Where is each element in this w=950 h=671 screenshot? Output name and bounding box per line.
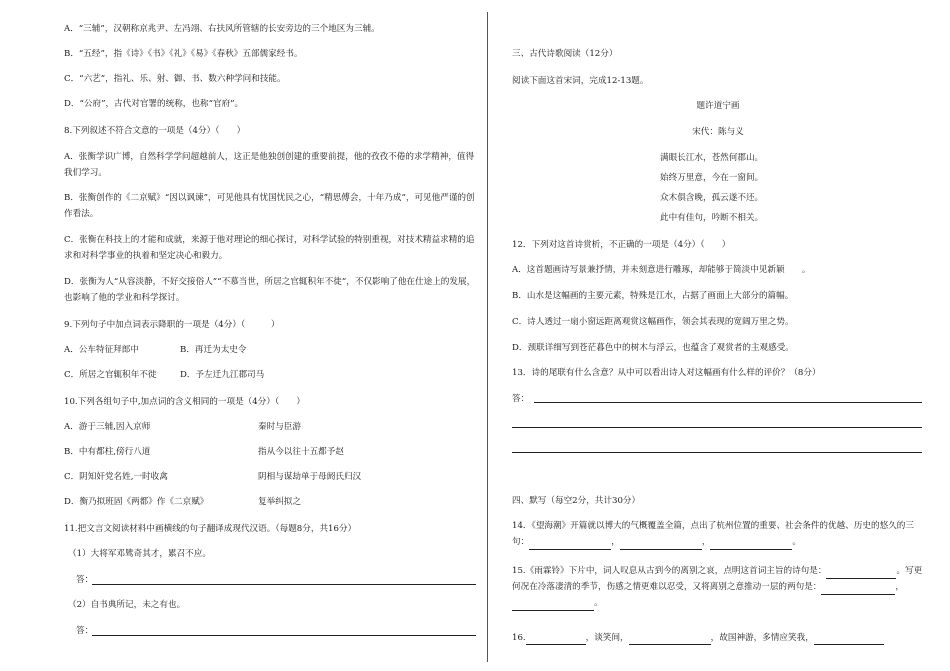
- column-divider: [487, 12, 488, 662]
- q12-option-a: A．这首题画诗写景兼抒情，并未刻意进行雕琢，却能够于简淡中见新颖 。: [512, 265, 811, 275]
- q14-end: 。: [792, 537, 802, 547]
- q7-option-c: C．“六艺”，指礼、乐、射、御、书、数六种学问和技能。: [64, 74, 286, 84]
- q7-option-a: A．“三辅”，汉朝称京兆尹、左冯翊、右扶风所管辖的长安旁边的三个地区为三辅。: [64, 24, 380, 34]
- q10-stem: 10.下列各组句子中,加点词的含义相同的一项是（4分）（ ）: [64, 397, 306, 407]
- q14-prompt: 14．《望海潮》开篇就以博大的气概覆盖全篇，点出了杭州位置的重要、社会条件的优越、历史的悠久的三句：: [512, 521, 914, 547]
- q13-answer-line-1[interactable]: [534, 402, 922, 403]
- q8-option-a: A．张衡学识广博，自然科学学问超越前人，这正是他独创创建的重要前提，他的孜孜不倦的求学精神，值得我们学习。: [64, 152, 475, 178]
- q11-answer-2-line[interactable]: [92, 635, 476, 636]
- q11-stem: 11.把文言文阅读材料中画横线的句子翻译成现代汉语。（每题8分，共16分）: [64, 524, 357, 534]
- q11-item-1: （1）大将军邓骘奇其才，累召不应。: [68, 549, 211, 559]
- q14-sep-2: ，: [701, 537, 711, 547]
- q11-answer-2-label: 答：: [76, 626, 94, 636]
- q11-answer-1-line[interactable]: [92, 584, 476, 585]
- q8-option-c: C．张衡在科技上的才能和成就，来源于他对理论的细心探讨，对科学试验的特别重视，对技术精益求精的追求和对科学事业的执着和坚定决心和毅力。: [64, 235, 475, 261]
- q9-option-d: D．予左迁九江郡司马: [180, 370, 265, 380]
- q15-blank-3[interactable]: [512, 600, 594, 611]
- q15-blank-1[interactable]: [826, 568, 896, 579]
- q9-option-b: B．再迁为太史令: [180, 345, 247, 355]
- poem-line-3: 众木俱含晚，孤云遂不还。: [660, 193, 764, 203]
- q13-stem: 13．诗的尾联有什么含意？从中可以看出诗人对这幅画有什么样的评价？（8分）: [512, 368, 821, 378]
- q8-stem: 8.下列叙述不符合文意的一项是（4分）（ ）: [64, 126, 246, 136]
- q15-end: 。: [594, 598, 603, 608]
- q16-mid-1: ，谈笑间，: [585, 633, 629, 643]
- section3-intro: 阅读下面这首宋词，完成12-13题。: [512, 76, 649, 86]
- q10-option-a-right: 秦时与臣游: [258, 422, 301, 432]
- q7-option-d: D．“公府”，古代对官署的统称，也称“官府”。: [64, 99, 244, 109]
- q16-blank-3[interactable]: [814, 634, 884, 645]
- q13-answer-line-3[interactable]: [512, 452, 922, 453]
- q15-blank-2[interactable]: [821, 584, 895, 595]
- q14-sep-1: ，: [611, 537, 620, 547]
- poem-line-2: 始终万里意，今在一窗间。: [660, 173, 764, 183]
- q10-option-d-right: 复举纠拟之: [258, 497, 301, 507]
- q12-option-d: D．颈联详细写到苍茫暮色中的树木与浮云，也蕴含了观赏者的主观感受。: [512, 343, 794, 353]
- q9-stem: 9.下列句子中加点词表示降职的一项是（4分）（ ）: [64, 320, 280, 330]
- q10-option-b-right: 指从今以往十五都予赵: [258, 447, 344, 457]
- q10-option-d-left: D．衡乃拟班固《两都》作《二京赋》: [64, 497, 209, 507]
- q12-option-c: C．诗人透过一扇小窗远距离观赏这幅画作，领会其表现的宽阔万里之势。: [512, 317, 794, 327]
- q10-option-c-left: C．阴知奸党名姓,一时收禽: [64, 472, 168, 482]
- q10-option-c-right: 阴相与谋劫单于母阏氏归汉: [258, 472, 362, 482]
- q10-option-a-left: A．游于三辅,因入京师: [64, 422, 151, 432]
- q14-blank-3[interactable]: [710, 539, 792, 550]
- q12-stem: 12．下列对这首诗赏析，不正确的一项是（4分）（ ）: [512, 240, 731, 250]
- q15-mid: 。写更何况在冷落凄清的季节，伤感之情更难以忍受，又将离别之意推动一层的两句是：: [512, 566, 923, 592]
- q16-text: [512, 631, 884, 645]
- poem-line-1: 满眼长江水，苍然何郡山。: [660, 153, 764, 163]
- q8-option-b: B．张衡创作的《二京赋》“因以讽谏”，可见他具有忧国忧民之心，“精思傅会，十年乃成”，可见他严谨的创作看法。: [64, 193, 475, 219]
- q16-blank-1[interactable]: [526, 634, 586, 645]
- q12-option-b: B．山水是这幅画的主要元素，特殊是江水，占据了画面上大部分的篇幅。: [512, 291, 794, 301]
- q14-blank-2[interactable]: [620, 539, 702, 550]
- q16-blank-2[interactable]: [629, 634, 711, 645]
- poem-author: 宋代：陈与义: [692, 127, 744, 137]
- q9-option-a: A．公车特征拜郎中: [64, 345, 139, 355]
- q13-answer-line-2[interactable]: [512, 427, 922, 428]
- q14-text: [512, 518, 924, 550]
- q9-option-c: C．所居之官辄积年不徙: [64, 370, 157, 380]
- q16-prefix: 16.: [512, 633, 526, 643]
- section3-title: 三、古代诗歌阅读（12分）: [512, 49, 618, 59]
- q15-sep: ，: [895, 582, 904, 592]
- q8-option-d: D．张衡为人“从容淡静，不好交接俗人”“不慕当世，所居之官辄积年不徙”，不仅影响了他在仕途上的发展，也影响了他的学业和科学探讨。: [64, 277, 476, 303]
- section4-title: 四、默写（每空2分，共计30分）: [512, 496, 641, 506]
- q11-item-2: （2）自书典所记，未之有也。: [68, 600, 186, 610]
- q11-answer-1-label: 答：: [76, 575, 94, 585]
- q14-blank-1[interactable]: [529, 539, 611, 550]
- poem-line-4: 此中有佳句，吟断不相关。: [660, 213, 764, 223]
- q15-text: [512, 563, 924, 611]
- q10-option-b-left: B．中有都柱,傍行八道: [64, 447, 151, 457]
- q13-answer-label: 答：: [512, 394, 530, 404]
- poem-title: 题许道宁画: [696, 101, 740, 111]
- q16-mid-2: ，故国神游，多情应笑我，: [710, 633, 814, 643]
- q15-prompt: 15.《雨霖铃》下片中，词人叹息从古到今的离别之哀，点明这首词主旨的诗句是：: [512, 566, 827, 576]
- q7-option-b: B．“五经”，指《诗》《书》《礼》《易》《春秋》五部儒家经书。: [64, 49, 303, 59]
